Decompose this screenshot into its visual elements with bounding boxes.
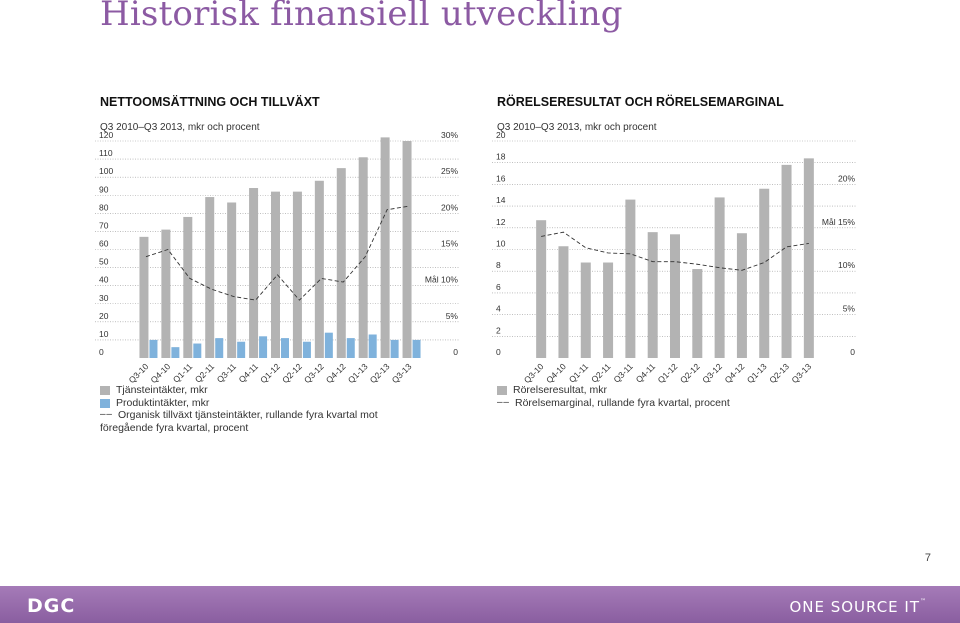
bar: [205, 197, 214, 358]
y-tick-label: 90: [99, 184, 109, 195]
y-tick-label: 10: [496, 238, 506, 249]
x-tick-label: Q1-13: [744, 361, 769, 386]
bar: [161, 230, 170, 358]
bar: [804, 158, 814, 358]
y-tick-label: 100: [99, 166, 114, 177]
y2-tick-label: 5%: [445, 310, 458, 321]
y-tick-label: 120: [99, 130, 114, 140]
bar: [581, 263, 591, 358]
x-tick-label: Q4-11: [236, 361, 260, 385]
y2-tick-label: 0: [850, 347, 855, 357]
legend-item: [497, 397, 730, 410]
x-tick-label: Q4-11: [633, 361, 658, 385]
x-tick-label: Q2-11: [589, 361, 613, 385]
revenue-growth-chart: [95, 130, 465, 386]
y-tick-label: 2: [496, 325, 501, 336]
y-tick-label: 0: [99, 347, 104, 357]
x-tick-label: Q3-13: [389, 361, 414, 386]
bar: [139, 237, 148, 358]
bar: [315, 181, 324, 358]
x-tick-label: Q4-10: [148, 361, 173, 386]
bar: [359, 157, 368, 358]
bar: [413, 340, 421, 358]
legend-item: [497, 384, 730, 397]
dgc-logo: DGC: [27, 595, 76, 617]
chart2-subtitle: Q3 2010–Q3 2013, mkr och procent: [497, 122, 657, 133]
chart2-title: RÖRELSERESULTAT OCH RÖRELSEMARGINAL: [497, 95, 784, 109]
one-source-it-logo: [789, 598, 927, 616]
y-tick-label: 50: [99, 256, 109, 267]
x-tick-label: Q1-13: [345, 361, 370, 386]
bar: [670, 234, 680, 358]
bar: [303, 342, 311, 358]
x-tick-label: Q2-12: [677, 361, 702, 386]
bar: [183, 217, 192, 358]
bar: [227, 202, 236, 358]
y-tick-label: 0: [496, 347, 501, 357]
legend-label: Produktintäkter, mkr: [116, 396, 210, 409]
page-title: Historisk finansiell utveckling: [100, 0, 623, 34]
x-tick-label: Q3-10: [126, 361, 151, 386]
y2-tick-label: 0: [453, 347, 458, 357]
bar: [369, 334, 377, 358]
x-tick-label: Q2-11: [192, 361, 217, 385]
chart1-subtitle: Q3 2010–Q3 2013, mkr och procent: [100, 122, 260, 133]
page-number: 7: [924, 552, 931, 564]
y-tick-label: 8: [496, 260, 501, 271]
legend-item: [100, 397, 378, 410]
bar: [603, 263, 613, 358]
bar: [391, 340, 399, 358]
bar: [759, 189, 769, 358]
y-tick-label: 16: [496, 173, 506, 184]
bar: [259, 336, 267, 358]
legend-swatch: [497, 386, 507, 395]
y-tick-label: 80: [99, 202, 109, 213]
y2-tick-label: 5%: [842, 303, 855, 314]
y2-tick-label: 20%: [837, 173, 855, 184]
x-tick-label: Q3-11: [214, 361, 239, 385]
x-tick-label: Q4-12: [323, 361, 348, 386]
legend-label: Organisk tillväxt tjänsteintäkter, rullande fyra kvartal mot: [118, 409, 378, 421]
one-source-it-logo-text: ONE SOURCE IT: [789, 598, 920, 616]
legend-dash-key: – –: [100, 409, 111, 420]
y-tick-label: 12: [496, 216, 506, 227]
y-tick-label: 20: [496, 130, 506, 140]
x-tick-label: Q4-10: [544, 361, 568, 386]
x-tick-label: Q3-10: [521, 361, 546, 386]
bar: [293, 192, 302, 358]
y2-tick-label: 15%: [440, 238, 458, 249]
bar: [625, 200, 635, 358]
bar: [692, 269, 702, 358]
operating-result-chart: [492, 130, 862, 386]
y2-tick-label: Mål 10%: [424, 274, 458, 285]
y-tick-label: 20: [99, 310, 109, 321]
legend-label: Rörelsemarginal, rullande fyra kvartal, procent: [515, 396, 730, 409]
bar: [215, 338, 223, 358]
bar: [249, 188, 258, 358]
x-tick-label: Q2-13: [767, 361, 791, 386]
bar: [325, 333, 333, 358]
bar: [271, 192, 280, 358]
y-tick-label: 70: [99, 220, 109, 231]
y-tick-label: 60: [99, 238, 109, 249]
y-tick-label: 4: [496, 303, 501, 314]
y2-tick-label: 30%: [440, 130, 458, 140]
bar: [715, 197, 725, 358]
x-tick-label: Q3-11: [611, 361, 635, 385]
legend-swatch: [100, 399, 110, 408]
chart1-title: NETTOOMSÄTTNING OCH TILLVÄXT: [100, 95, 320, 109]
chart2-legend: [497, 384, 730, 409]
x-tick-label: Q1-12: [655, 361, 680, 386]
bar: [782, 165, 792, 358]
y2-tick-label: 20%: [440, 202, 458, 213]
y-tick-label: 18: [496, 151, 506, 162]
x-tick-label: Q4-12: [722, 361, 747, 386]
y2-tick-label: 10%: [837, 260, 855, 271]
legend-item: [100, 384, 378, 397]
legend-swatch: [100, 386, 110, 395]
legend-label: Rörelseresultat, mkr: [513, 384, 607, 396]
bar: [149, 340, 157, 358]
bar: [381, 137, 390, 358]
bar: [237, 342, 245, 358]
x-tick-label: Q1-11: [170, 361, 195, 385]
y-tick-label: 110: [99, 148, 113, 159]
bar: [193, 344, 201, 358]
legend-dash-key: – –: [497, 396, 508, 408]
x-tick-label: Q3-12: [301, 361, 326, 386]
bar: [281, 338, 289, 358]
x-tick-label: Q2-13: [367, 361, 392, 386]
trademark-symbol: ™: [920, 598, 927, 605]
legend-item: [100, 422, 378, 435]
bar: [403, 141, 412, 358]
bar: [737, 233, 747, 358]
legend-label: Tjänsteintäkter, mkr: [116, 384, 208, 396]
x-tick-label: Q1-11: [566, 361, 591, 385]
bar: [337, 168, 346, 358]
y-tick-label: 10: [99, 328, 109, 339]
legend-item: [100, 409, 378, 422]
bar: [648, 232, 658, 358]
y2-tick-label: Mål 15%: [821, 216, 855, 227]
bar: [558, 246, 568, 358]
chart1-legend: [100, 384, 378, 434]
x-tick-label: Q3-13: [789, 361, 814, 386]
legend-label: föregående fyra kvartal, procent: [100, 421, 249, 434]
y-tick-label: 40: [99, 274, 109, 285]
y-tick-label: 14: [496, 195, 506, 206]
x-tick-label: Q3-12: [700, 361, 725, 386]
x-tick-label: Q2-12: [280, 361, 304, 386]
bar: [171, 347, 179, 358]
bar: [536, 220, 546, 358]
y-tick-label: 6: [496, 281, 501, 292]
bar: [347, 338, 355, 358]
y-tick-label: 30: [99, 292, 109, 303]
y2-tick-label: 25%: [440, 166, 458, 177]
x-tick-label: Q1-12: [258, 361, 282, 386]
